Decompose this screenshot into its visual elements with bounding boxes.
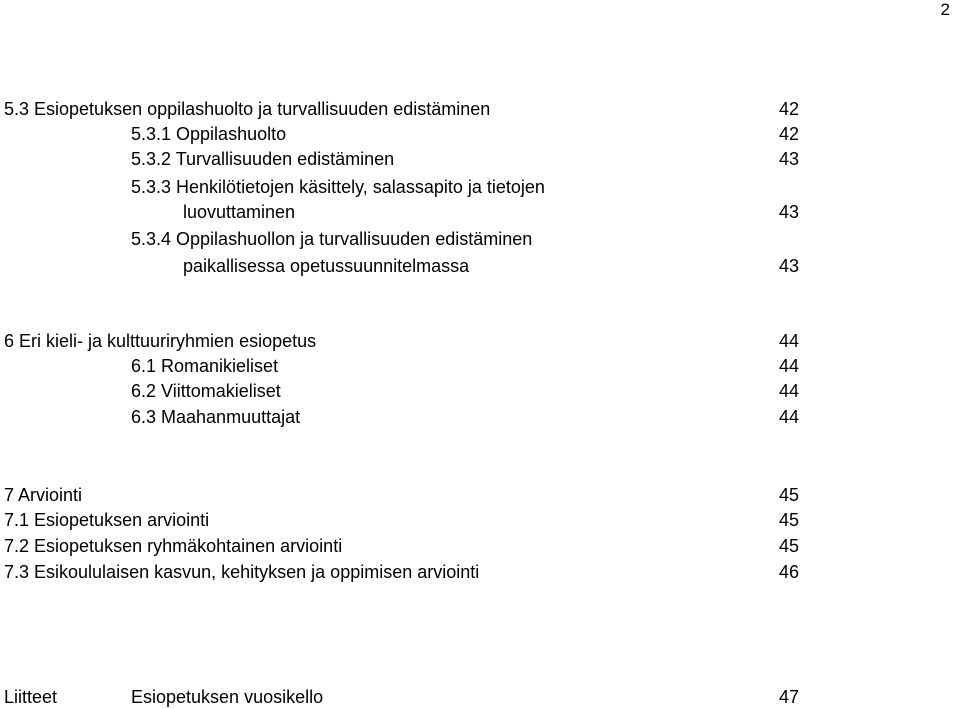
toc-page-vuosikello: 47 <box>779 687 800 707</box>
toc-entry-5-3-3: 5.3.3 Henkilötietojen käsittely, salassapito ja tietojen <box>131 177 545 197</box>
toc-page-7: 45 <box>779 485 800 505</box>
toc-entry-7-2: 7.2 Esiopetuksen ryhmäkohtainen arviointi <box>4 536 343 556</box>
toc-entry-7-3: 7.3 Esikoululaisen kasvun, kehityksen ja oppimisen arviointi <box>4 562 480 582</box>
toc-entry-6: 6 Eri kieli- ja kulttuuriryhmien esiopetus <box>4 331 317 351</box>
toc-entry-5-3-1: 5.3.1 Oppilashuolto <box>131 124 287 144</box>
toc-page-5-3: 42 <box>779 99 800 119</box>
toc-entry-6-3: 6.3 Maahanmuuttajat <box>131 407 301 427</box>
toc-page-6-1: 44 <box>779 356 800 376</box>
toc-page-6: 44 <box>779 331 800 351</box>
toc-page-5-3-4: 43 <box>779 256 800 276</box>
toc-page-5-3-2: 43 <box>779 149 800 169</box>
toc-entry-6-1: 6.1 Romanikieliset <box>131 356 279 376</box>
toc-page-7-2: 45 <box>779 536 800 556</box>
toc-entry-5-3-4-cont: paikallisessa opetussuunnitelmassa <box>183 256 470 276</box>
toc-page-5-3-3: 43 <box>779 202 800 222</box>
toc-page-5-3-1: 42 <box>779 124 800 144</box>
toc-entry-vuosikello: Esiopetuksen vuosikello <box>131 687 324 707</box>
toc-entry-5-3-2: 5.3.2 Turvallisuuden edistäminen <box>131 149 395 169</box>
toc-entry-5-3-4: 5.3.4 Oppilashuollon ja turvallisuuden edistäminen <box>131 229 533 249</box>
page-number: 2 <box>940 0 950 19</box>
toc-page-6-2: 44 <box>779 381 800 401</box>
toc-entry-5-3-3-cont: luovuttaminen <box>183 202 296 222</box>
toc-entry-6-2: 6.2 Viittomakieliset <box>131 381 281 401</box>
toc-entry-liitteet: Liitteet <box>4 687 58 707</box>
toc-entry-7: 7 Arviointi <box>4 485 83 505</box>
toc-page-7-1: 45 <box>779 510 800 530</box>
toc-entry-5-3: 5.3 Esiopetuksen oppilashuolto ja turvallisuuden edistäminen <box>4 99 491 119</box>
toc-page-7-3: 46 <box>779 562 800 582</box>
toc-entry-7-1: 7.1 Esiopetuksen arviointi <box>4 510 210 530</box>
toc-page-6-3: 44 <box>779 407 800 427</box>
